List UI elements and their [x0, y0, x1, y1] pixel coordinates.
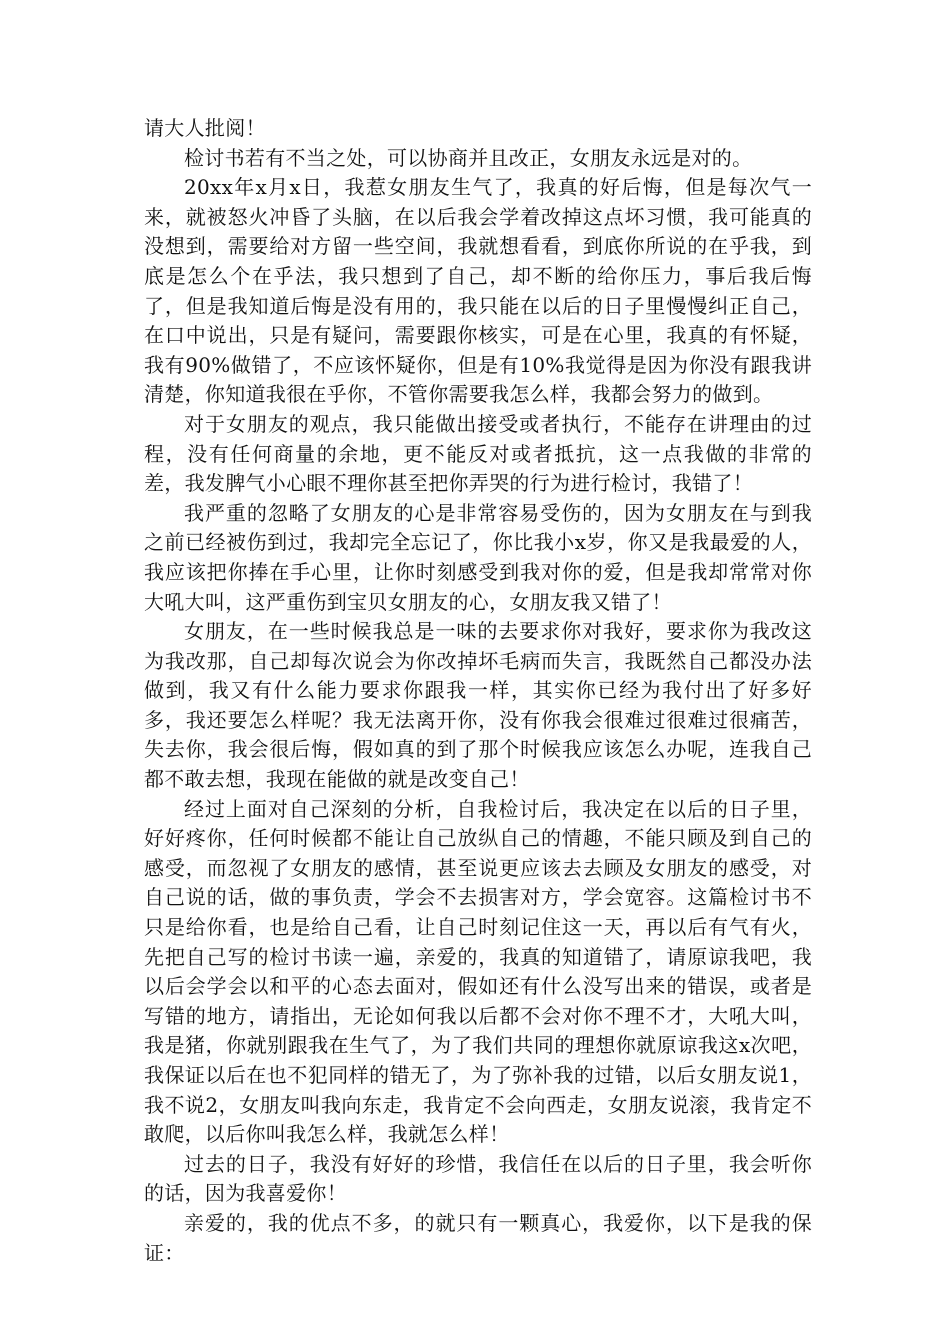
paragraph-accept-views: 对于女朋友的观点，我只能做出接受或者执行，不能存在讲理由的过程，没有任何商量的余地，更不能反对或者抵抗，这一点我做的非常的差，我发脾气小心眼不理你甚至把你弄哭的行为进行检讨，我错了！ — [144, 411, 812, 496]
paragraph-girlfriend-always-right: 检讨书若有不当之处，可以协商并且改正，女朋友永远是对的。 — [184, 145, 753, 170]
paragraph-self-analysis: 经过上面对自己深刻的分析，自我检讨后，我决定在以后的日子里，好好疼你，任何时候都不能让自己放纵自己的情趣，不能只顾及到自己的感受，而忽视了女朋友的感情，甚至说更应该去去顾及女朋友的感受，对自己说的话，做的事负责，学会不去损害对方，学会宽容。这篇检讨书不只是给你看，也是给自己看，让自己时刻记住这一天，再以后有气有火，先把自己写的检讨书读一遍，亲爱的，我真的知道错了，请原谅我吧，我以后会学会以和平的心态去面对，假如还有什么没写出来的错误，或者是写错的地方，请指出，无论如何我以后都不会对你不理不才，大吼大叫，我是猪，你就别跟我在生气了，为了我们共同的理想你就原谅我这x次吧，我保证以后在也不犯同样的错无了，为了弥补我的过错，以后女朋友说1，我不说2，女朋友叫我向东走，我肯定不会向西走，女朋友说滚，我肯定不敢爬，以后你叫我怎么样，我就怎么样！ — [144, 796, 812, 1147]
paragraph-closing-request: 请大人批阅！ — [144, 116, 266, 140]
paragraph-date-incident: 20xx年x月x日，我惹女朋友生气了，我真的好后悔，但是每次气一来，就被怒火冲昏了头脑，在以后我会学着改掉这点坏习惯，我可能真的没想到，需要给对方留一些空间，我就想看看，到底你所说的在乎我，到底是怎么个在乎法，我只想到了自己，却不断的给你压力，事后我后悔了，但是我知道后悔是没有用的，我只能在以后的日子里慢慢纠正自己，在口中说出，只是有疑问，需要跟你核实，可是在心里，我真的有怀疑，我有90%做错了，不应该怀疑你，但是有10%我觉得是因为你没有跟我讲清楚，你知道我很在乎你，不管你需要我怎么样，我都会努力的做到。 — [144, 175, 812, 407]
paragraph-guarantee-intro: 亲爱的，我的优点不多，的就只有一颗真心，我爱你，以下是我的保证： — [144, 1210, 812, 1265]
paragraph-demands: 女朋友，在一些时候我总是一味的去要求你对我好，要求你为我改这为我改那，自己却每次说会为你改掉坏毛病而失言，我既然自己都没办法做到，我又有什么能力要求你跟我一样，其实你已经为我付出了好多好多，我还要怎么样呢？我无法离开你，没有你我会很难过很难过很痛苦，失去你，我会很后悔，假如真的到了那个时候我应该怎么办呢，连我自己都不敢去想，我现在能做的就是改变自己！ — [144, 619, 812, 792]
document-body — [144, 114, 812, 1268]
paragraph-ignored-feelings: 我严重的忽略了女朋友的心是非常容易受伤的，因为女朋友在与到我之前已经被伤到过，我却完全忘记了，你比我小x岁，你又是我最爱的人，我应该把你捧在手心里，让你时刻感受到我对你的爱，但是我却常常对你大吼大叫，这严重伤到宝贝女朋友的心，女朋友我又错了！ — [144, 500, 812, 614]
paragraph-past-days: 过去的日子，我没有好好的珍惜，我信任在以后的日子里，我会听你的话，因为我喜爱你！ — [144, 1151, 812, 1206]
